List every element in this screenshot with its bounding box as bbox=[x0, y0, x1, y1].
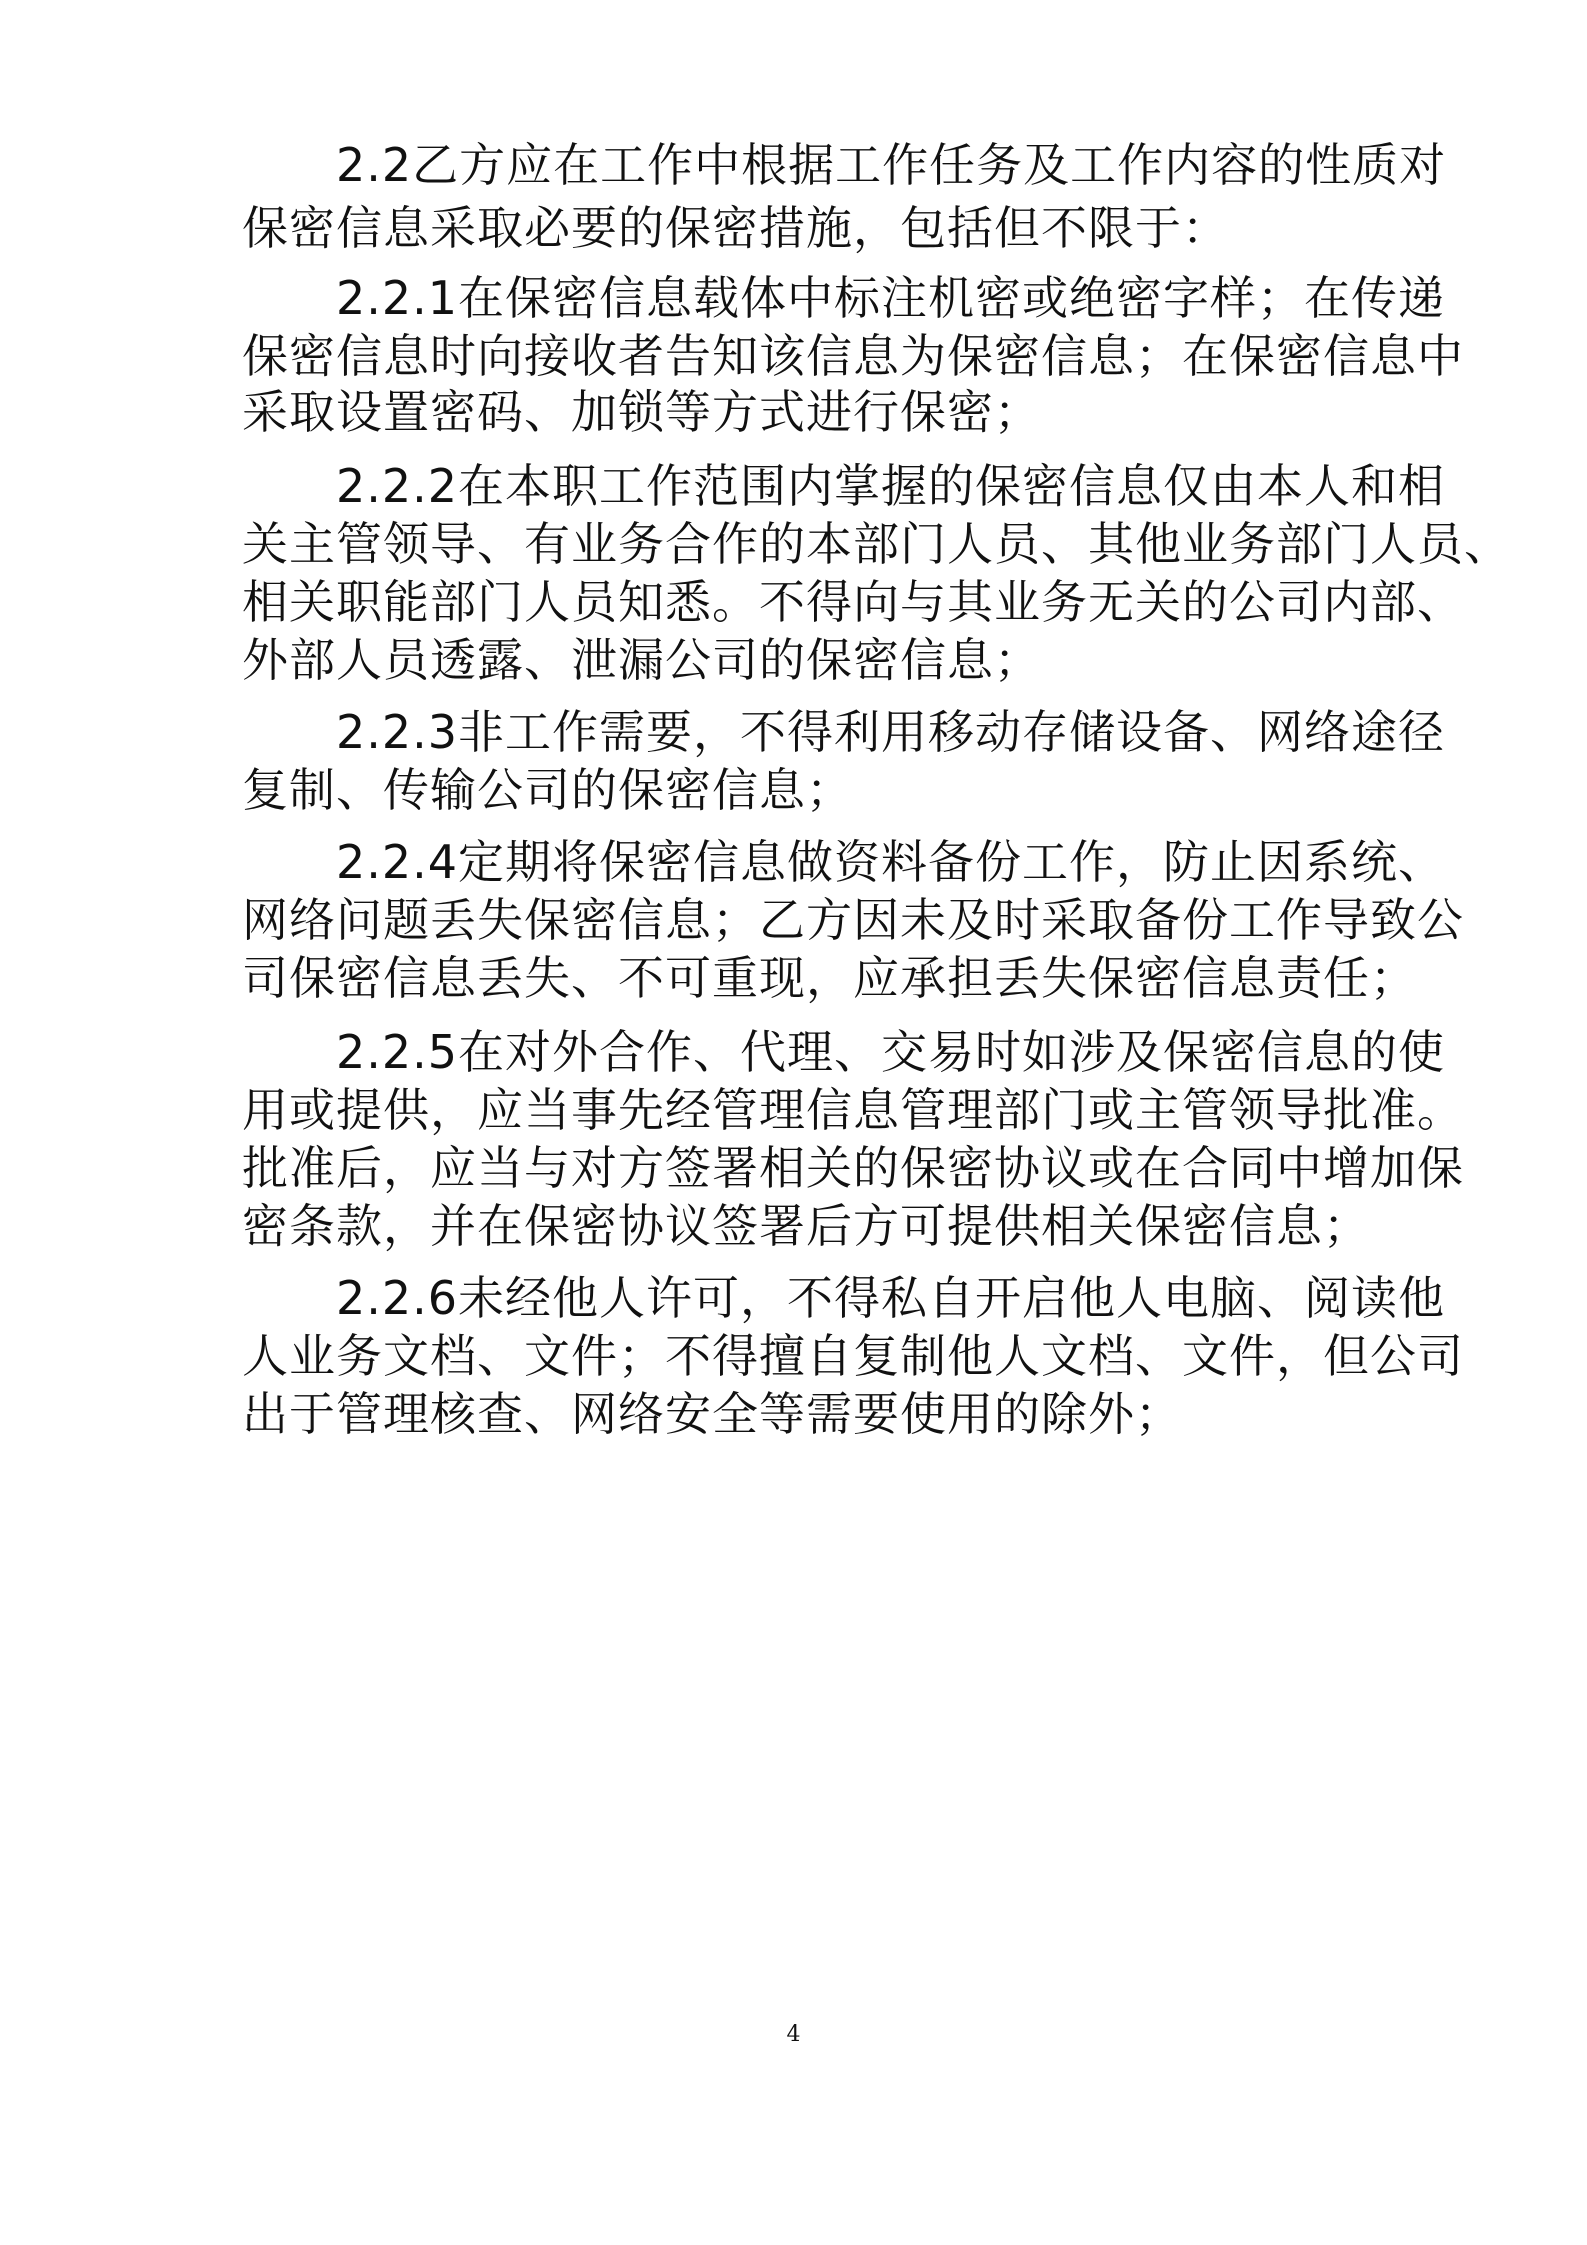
clause-2-2-1-line-1: 2.2.1在保密信息载体中标注机密或绝密字样；在传递 bbox=[242, 271, 1446, 325]
clause-2-2-3-line-2: 复制、传输公司的保密信息； bbox=[242, 763, 853, 817]
clause-2-2-6-line-3: 出于管理核查、网络安全等需要使用的除外； bbox=[242, 1387, 1182, 1441]
clause-2-2-3-line-1: 2.2.3非工作需要，不得利用移动存储设备、网络途径 bbox=[242, 705, 1446, 759]
clause-2-2-1-line-2: 保密信息时向接收者告知该信息为保密信息；在保密信息中 bbox=[242, 329, 1464, 383]
clause-2-2-5-line-3: 批准后，应当与对方签署相关的保密协议或在合同中增加保 bbox=[242, 1141, 1464, 1195]
clause-2-2-2-line-3: 相关职能部门人员知悉。不得向与其业务无关的公司内部、 bbox=[242, 575, 1464, 629]
clause-2-2-line-2: 保密信息采取必要的保密措施，包括但不限于： bbox=[242, 201, 1229, 255]
clause-2-2-2-line-4: 外部人员透露、泄漏公司的保密信息； bbox=[242, 633, 1041, 687]
clause-2-2-1-line-3: 采取设置密码、加锁等方式进行保密； bbox=[242, 385, 1041, 439]
clause-2-2-2-line-2: 关主管领导、有业务合作的本部门人员、其他业务部门人员、 bbox=[242, 517, 1511, 571]
clause-2-2-2-line-1: 2.2.2在本职工作范围内掌握的保密信息仅由本人和相 bbox=[242, 459, 1446, 513]
clause-2-2-4-line-1: 2.2.4定期将保密信息做资料备份工作，防止因系统、 bbox=[242, 835, 1446, 889]
clause-2-2-4-line-2: 网络问题丢失保密信息；乙方因未及时采取备份工作导致公 bbox=[242, 893, 1464, 947]
clause-2-2-line-1: 2.2乙方应在工作中根据工作任务及工作内容的性质对 bbox=[242, 138, 1447, 192]
clause-2-2-5-line-2: 用或提供，应当事先经管理信息管理部门或主管领导批准。 bbox=[242, 1083, 1464, 1137]
clause-2-2-5-line-1: 2.2.5在对外合作、代理、交易时如涉及保密信息的使 bbox=[242, 1025, 1446, 1079]
clause-2-2-6-line-2: 人业务文档、文件；不得擅自复制他人文档、文件，但公司 bbox=[242, 1329, 1464, 1383]
clause-2-2-5-line-4: 密条款，并在保密协议签署后方可提供相关保密信息； bbox=[242, 1199, 1370, 1253]
clause-2-2-4-line-3: 司保密信息丢失、不可重现，应承担丢失保密信息责任； bbox=[242, 951, 1417, 1005]
page-number: 4 bbox=[786, 2022, 801, 2047]
clause-2-2-6-line-1: 2.2.6未经他人许可，不得私自开启他人电脑、阅读他 bbox=[242, 1271, 1446, 1325]
